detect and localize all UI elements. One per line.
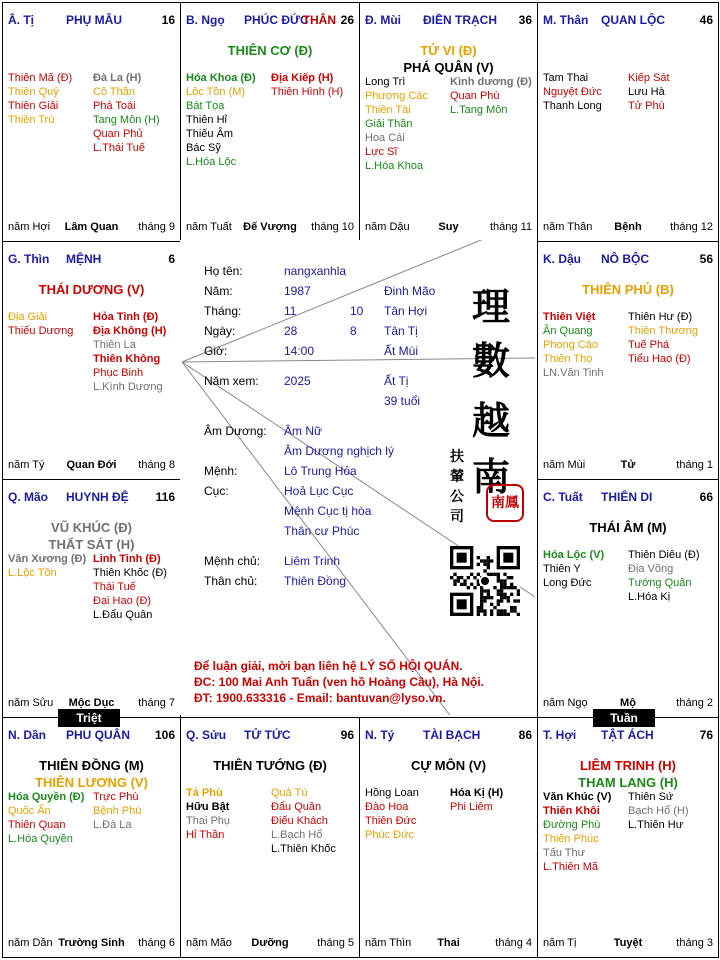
footer-year: năm Tuất xyxy=(186,221,232,233)
small-calligraphy-char: 扶 xyxy=(450,449,464,465)
label-than-chu: Thân chủ: xyxy=(204,574,258,588)
footer-stage: Mộ xyxy=(620,697,636,709)
minor-stars-right xyxy=(93,552,167,622)
label-day: Ngày: xyxy=(204,324,236,338)
palace-cell-mui xyxy=(359,2,538,242)
major-star: THIÊN PHỦ (B) xyxy=(582,282,674,297)
minor-stars-left xyxy=(8,71,72,127)
label-year: Năm: xyxy=(204,284,233,298)
value-day-can: Tân Tị xyxy=(384,324,418,338)
palace-age-number: 76 xyxy=(699,728,713,742)
minor-stars-right xyxy=(628,310,698,366)
palace-footer xyxy=(186,937,354,951)
minor-stars-right xyxy=(271,71,343,99)
minor-star: Địa Giải xyxy=(8,311,48,323)
minor-star: L.Bạch Hổ xyxy=(271,829,323,841)
footer-stage: Dưỡng xyxy=(251,937,289,949)
footer-year: năm Mão xyxy=(186,937,232,949)
minor-star: Bạch Hổ (H) xyxy=(628,805,689,817)
value-month: 11 xyxy=(284,304,297,318)
minor-star: Đại Hao (Đ) xyxy=(93,595,152,607)
palace-age-number: 26 xyxy=(340,13,354,27)
major-star: THIÊN TƯỚNG (Đ) xyxy=(213,758,327,773)
tuan-badge: Tuần xyxy=(593,709,655,727)
palace-footer xyxy=(543,221,713,235)
minor-star: Thiên Hư (Đ) xyxy=(628,311,693,323)
minor-star: Long Trì xyxy=(365,76,406,88)
minor-stars-left xyxy=(8,552,86,580)
major-star: PHÁ QUÂN (V) xyxy=(403,60,494,75)
footer-month: tháng 6 xyxy=(138,937,175,949)
red-seal-stamp: 南鳳 xyxy=(486,484,524,522)
minor-star: Thai Phụ xyxy=(186,815,231,827)
palace-header xyxy=(8,490,175,506)
than-marker: THÂN xyxy=(302,13,336,27)
minor-star: Long Đức xyxy=(543,577,592,589)
value-day-lunar: 8 xyxy=(350,324,357,338)
minor-stars-right xyxy=(93,310,166,394)
footer-stage: Suy xyxy=(438,221,459,233)
palace-footer xyxy=(365,221,532,235)
palace-footer xyxy=(8,937,175,951)
minor-star: Thiếu Âm xyxy=(186,128,234,140)
footer-month: tháng 5 xyxy=(317,937,354,949)
palace-footer xyxy=(8,221,175,235)
value-year-can: Đinh Mão xyxy=(384,284,436,298)
minor-star: Văn Khúc (V) xyxy=(543,791,612,803)
footer-year: năm Sửu xyxy=(8,697,54,709)
minor-star: Hóa Lộc (V) xyxy=(543,549,605,561)
minor-star: Hồng Loan xyxy=(365,787,419,799)
label-month: Tháng: xyxy=(204,304,242,318)
value-than-chu: Thiên Đồng xyxy=(284,574,347,588)
minor-star: Thiên Tài xyxy=(365,104,411,116)
minor-stars-left xyxy=(8,790,84,846)
minor-star: Tấu Thư xyxy=(543,847,586,859)
minor-star: Thiên Không xyxy=(93,353,161,365)
minor-star: Thiên Khốc (Đ) xyxy=(93,567,167,579)
minor-star: Thiên Phúc xyxy=(543,833,599,845)
palace-age-number: 16 xyxy=(161,13,175,27)
palace-age-number: 86 xyxy=(518,728,532,742)
major-star: THÁI ÂM (M) xyxy=(589,520,667,535)
palace-header xyxy=(186,728,354,744)
footer-stage: Quan Đới xyxy=(66,459,117,471)
minor-stars-left xyxy=(543,71,602,113)
minor-star: Quan Phủ xyxy=(93,128,143,140)
minor-star: L.Thái Tuế xyxy=(93,142,145,154)
label-view-year: Năm xem: xyxy=(204,374,259,388)
minor-star: Thiên Hình (H) xyxy=(271,86,344,98)
palace-footer xyxy=(365,937,532,951)
major-star: LIÊM TRINH (H) xyxy=(579,758,677,773)
minor-star: Địa Kiếp (H) xyxy=(271,72,334,84)
minor-star: Bát Tọa xyxy=(186,100,225,112)
value-hour-can: Ất Mùi xyxy=(384,344,419,358)
palace-footer xyxy=(186,221,354,235)
major-star: THIÊN ĐỒNG (M) xyxy=(39,758,144,773)
minor-star: Lưu Hà xyxy=(628,86,665,98)
footer-stage: Lâm Quan xyxy=(64,221,119,233)
value-hour: 14:00 xyxy=(284,344,315,358)
palace-branch: N. Dần xyxy=(8,728,47,742)
value-year: 1987 xyxy=(284,284,311,298)
calligraphy-char: 南 xyxy=(472,454,511,499)
label-amduong: Âm Dương: xyxy=(204,424,267,438)
footer-year: năm Ngọ xyxy=(543,697,588,709)
minor-star: Lực Sĩ xyxy=(365,146,398,158)
palace-branch: G. Thìn xyxy=(8,252,50,266)
minor-star: Cô Thần xyxy=(93,86,135,98)
palace-name: PHỤ MẪU xyxy=(66,13,122,27)
minor-star: Tang Môn (H) xyxy=(93,114,160,126)
palace-footer xyxy=(8,459,175,473)
minor-star: Hữu Bật xyxy=(186,801,230,813)
footer-stage: Bệnh xyxy=(614,221,642,233)
palace-cell-ty2 xyxy=(359,717,538,958)
minor-star: Tả Phù xyxy=(186,787,223,799)
minor-star: Tướng Quân xyxy=(628,577,692,589)
footer-year: năm Thân xyxy=(543,221,593,233)
major-star: THAM LANG (H) xyxy=(578,775,678,790)
footer-month: tháng 3 xyxy=(676,937,713,949)
minor-star: Hóa Quyền (Đ) xyxy=(8,791,85,803)
minor-star: Thiên Quan xyxy=(8,819,66,831)
calligraphy-char: 越 xyxy=(472,398,511,443)
minor-star: Địa Võng xyxy=(628,563,674,575)
palace-name: MỆNH xyxy=(66,252,102,266)
minor-stars-right xyxy=(450,786,503,814)
palace-name: PHÚC ĐỨC xyxy=(244,13,309,27)
minor-star: Địa Không (H) xyxy=(93,325,167,337)
minor-star: Lộc Tồn (M) xyxy=(186,86,246,98)
minor-stars-right xyxy=(93,790,141,832)
value-day: 28 xyxy=(284,324,298,338)
label-cuc: Cục: xyxy=(204,484,229,498)
palace-name: THIÊN DI xyxy=(601,490,653,504)
value-cuc-3: Thân cư Phúc xyxy=(284,524,360,538)
minor-star: Thiên Hỉ xyxy=(186,114,227,126)
minor-stars-left xyxy=(186,71,256,169)
major-star: CỰ MÔN (V) xyxy=(410,758,487,773)
small-calligraphy-char: 司 xyxy=(450,509,464,525)
minor-star: Đà La (H) xyxy=(93,72,142,84)
footer-month: tháng 7 xyxy=(138,697,175,709)
minor-star: Đẩu Quân xyxy=(271,801,322,813)
palace-branch: Â. Tị xyxy=(8,13,34,27)
minor-star: Kình dương (Đ) xyxy=(450,76,532,88)
label-menh-chu: Mệnh chủ: xyxy=(204,554,261,568)
value-view-year: 2025 xyxy=(284,374,311,388)
minor-star: L.Hóa Khoa xyxy=(365,160,424,172)
minor-star: Phục Binh xyxy=(93,367,144,379)
minor-stars-left xyxy=(186,786,230,842)
minor-star: Thiên Đức xyxy=(365,815,417,827)
footer-stage: Mộc Dục xyxy=(68,697,115,709)
major-star: THẤT SÁT (H) xyxy=(48,537,135,552)
footer-month: tháng 1 xyxy=(676,459,713,471)
palace-name: TẬT ÁCH xyxy=(601,728,654,742)
palace-name: QUAN LỘC xyxy=(601,13,665,27)
minor-star: Bệnh Phù xyxy=(93,805,142,817)
minor-star: Thiếu Dương xyxy=(8,325,74,337)
palace-footer xyxy=(543,937,713,951)
minor-star: LN.Văn Tinh xyxy=(543,367,604,379)
minor-star: Thiên Giải xyxy=(8,100,59,112)
palace-header xyxy=(365,728,532,744)
minor-star: Phá Toái xyxy=(93,100,136,112)
palace-header xyxy=(543,252,713,268)
major-star: THIÊN LƯƠNG (V) xyxy=(35,775,148,790)
calligraphy-char: 理 xyxy=(472,284,511,329)
minor-star: Thiên Việt xyxy=(543,311,596,323)
minor-star: Hoa Cái xyxy=(365,132,405,144)
minor-star: Tuế Phá xyxy=(628,339,670,351)
palace-cell-dan xyxy=(2,717,181,958)
palace-header xyxy=(543,13,713,29)
minor-star: Hóa Khoa (Đ) xyxy=(186,72,256,84)
value-menh-chu: Liêm Trinh xyxy=(284,554,341,568)
minor-star: Thiên Khôi xyxy=(543,805,600,817)
palace-age-number: 6 xyxy=(168,252,175,266)
minor-star: Tam Thai xyxy=(543,72,589,84)
minor-stars-right xyxy=(628,790,689,832)
minor-stars-left xyxy=(8,310,73,338)
minor-star: Linh Tinh (Đ) xyxy=(93,553,161,565)
palace-header xyxy=(8,13,175,29)
minor-star: L.Tang Môn xyxy=(450,104,508,116)
minor-star: Phúc Đức xyxy=(365,829,414,841)
palace-name: TỬ TỨC xyxy=(244,728,291,742)
value-name: nangxanhla xyxy=(284,264,347,278)
value-month-can: Tân Hợi xyxy=(384,304,428,318)
minor-star: Hỏa Tinh (Đ) xyxy=(93,311,159,323)
footer-stage: Tử xyxy=(620,459,636,471)
minor-star: Quan Phù xyxy=(450,90,500,102)
footer-year: năm Dậu xyxy=(365,221,410,233)
footer-year: năm Tị xyxy=(543,937,577,949)
minor-star: Tiểu Hao (Đ) xyxy=(628,353,691,365)
minor-star: Thiên Mã (Đ) xyxy=(8,72,73,84)
value-age: 39 tuổi xyxy=(384,394,421,408)
minor-stars-left xyxy=(543,310,604,380)
minor-star: Đào Hoa xyxy=(365,801,409,813)
minor-star: L.Hóa Kị xyxy=(628,591,671,603)
major-star: TỬ VI (Đ) xyxy=(420,43,477,58)
minor-star: Tử Phù xyxy=(628,100,665,112)
palace-age-number: 46 xyxy=(699,13,713,27)
palace-branch: C. Tuất xyxy=(543,490,583,504)
footer-stage: Đế Vượng xyxy=(243,221,297,233)
minor-star: Văn Xương (Đ) xyxy=(8,553,87,565)
palace-cell-tuat xyxy=(537,479,719,718)
minor-stars-left xyxy=(365,75,428,173)
small-calligraphy-char: 公 xyxy=(450,489,464,505)
palace-age-number: 116 xyxy=(155,490,175,504)
label-name: Họ tên: xyxy=(204,264,243,278)
palace-branch: Q. Mão xyxy=(8,490,49,504)
major-star: THÁI DƯƠNG (V) xyxy=(38,282,145,297)
minor-stars-left xyxy=(543,790,611,874)
minor-star: Giải Thần xyxy=(365,118,413,130)
palace-header xyxy=(365,13,532,29)
minor-star: L.Kình Dương xyxy=(93,381,163,393)
footer-month: tháng 8 xyxy=(138,459,175,471)
minor-star: Đường Phù xyxy=(543,819,601,831)
palace-branch: Q. Sửu xyxy=(186,728,227,742)
value-menh: Lô Trung Hỏa xyxy=(284,464,357,478)
minor-star: L.Lộc Tồn xyxy=(8,567,57,579)
palace-cell-ty xyxy=(2,2,181,242)
footer-month: tháng 11 xyxy=(489,221,532,233)
calligraphy-char: 數 xyxy=(472,338,511,383)
major-star: THIÊN CƠ (Đ) xyxy=(227,43,313,58)
minor-star: Ân Quang xyxy=(543,325,593,337)
footer-year: năm Mùi xyxy=(543,459,586,471)
palace-branch: K. Dậu xyxy=(543,252,582,266)
palace-age-number: 96 xyxy=(340,728,354,742)
palace-name: PHU QUÂN xyxy=(66,728,131,742)
palace-age-number: 106 xyxy=(154,728,175,742)
minor-star: Kiếp Sát xyxy=(628,72,670,84)
palace-name: ĐIỀN TRẠCH xyxy=(423,13,497,27)
palace-name: NÔ BỘC xyxy=(601,252,649,266)
palace-age-number: 56 xyxy=(699,252,713,266)
value-amduong: Âm Nữ xyxy=(284,424,323,438)
minor-star: Phi Liêm xyxy=(450,801,493,813)
footer-month: tháng 4 xyxy=(495,937,532,949)
palace-branch: Đ. Mùi xyxy=(365,13,401,27)
minor-stars-right xyxy=(628,71,670,113)
minor-star: L.Đà La xyxy=(93,819,132,831)
minor-stars-left xyxy=(365,786,419,842)
minor-star: Phượng Các xyxy=(365,90,428,102)
palace-age-number: 66 xyxy=(699,490,713,504)
value-month-lunar: 10 xyxy=(350,304,364,318)
footer-stage: Trường Sinh xyxy=(58,937,125,949)
palace-name: TÀI BẠCH xyxy=(423,728,481,742)
minor-star: Quốc Ấn xyxy=(8,805,51,817)
palace-cell-suu xyxy=(180,717,360,958)
minor-star: Thiên Y xyxy=(543,563,581,575)
small-calligraphy-char: 輦 xyxy=(450,469,464,485)
minor-star: L.Đẩu Quân xyxy=(93,609,153,621)
minor-star: Điếu Khách xyxy=(271,815,328,827)
value-cuc-2: Mệnh Cục tị hòa xyxy=(284,504,372,518)
footer-stage: Tuyệt xyxy=(613,937,643,949)
footer-month: tháng 10 xyxy=(311,221,354,233)
minor-star: L.Thiên Khốc xyxy=(271,843,336,855)
minor-star: Thiên Thương xyxy=(628,325,699,337)
minor-star: Phong Cáo xyxy=(543,339,599,351)
contact-line-1: Để luận giải, mời bạn liên hệ LÝ SỐ HỘI QUÁN. xyxy=(194,659,463,673)
footer-year: năm Hợi xyxy=(8,221,51,233)
minor-star: Trực Phù xyxy=(93,791,139,803)
minor-star: Thiên Quý xyxy=(8,86,59,98)
minor-stars-right xyxy=(450,75,532,117)
minor-star: Thiên Trù xyxy=(8,114,55,126)
minor-stars-left xyxy=(543,548,604,590)
contact-line-2: ĐC: 100 Mai Anh Tuấn (ven hồ Hoàng Cầu), Hà Nội. xyxy=(194,675,485,689)
minor-star: Thiên Thọ xyxy=(543,353,593,365)
palace-header xyxy=(8,252,175,268)
label-hour: Giờ: xyxy=(204,344,228,358)
center-info-panel xyxy=(180,240,537,715)
palace-header xyxy=(543,728,713,744)
minor-star: Quả Tú xyxy=(271,787,308,799)
palace-cell-mao xyxy=(2,479,181,718)
minor-star: L.Thiên Mã xyxy=(543,861,599,873)
minor-star: Thái Tuế xyxy=(93,581,136,593)
minor-stars-right xyxy=(93,71,160,155)
minor-star: L.Thiên Hư xyxy=(628,819,684,831)
footer-year: năm Thìn xyxy=(365,937,412,949)
palace-cell-than xyxy=(537,2,719,242)
palace-name: HUYNH ĐỆ xyxy=(66,490,129,504)
value-cuc: Hoả Lục Cục xyxy=(284,484,354,498)
triet-badge: Triệt xyxy=(58,709,120,727)
minor-star: Thiên Sứ xyxy=(628,791,674,803)
minor-stars-right xyxy=(271,786,336,856)
qr-code[interactable] xyxy=(450,546,520,616)
footer-year: năm Tý xyxy=(8,459,45,471)
minor-star: L.Hóa Lộc xyxy=(186,156,237,168)
value-view-can: Ất Tị xyxy=(384,374,409,388)
palace-header xyxy=(543,490,713,506)
footer-month: tháng 9 xyxy=(138,221,175,233)
palace-branch: N. Tý xyxy=(365,728,395,742)
palace-footer xyxy=(543,459,713,473)
palace-cell-dau xyxy=(537,241,719,480)
minor-star: Thiên La xyxy=(93,339,136,351)
minor-star: Nguyệt Đức xyxy=(543,86,602,98)
minor-star: Hóa Kị (H) xyxy=(450,787,504,799)
label-menh: Mệnh: xyxy=(204,464,238,478)
palace-header xyxy=(8,728,175,744)
footer-stage: Thai xyxy=(437,937,460,949)
palace-header xyxy=(186,13,354,29)
minor-star: Thiên Diêu (Đ) xyxy=(628,549,700,561)
minor-star: L.Hóa Quyền xyxy=(8,833,73,845)
major-star: VŨ KHÚC (Đ) xyxy=(51,520,132,535)
palace-cell-thin xyxy=(2,241,181,480)
minor-star: Thanh Long xyxy=(543,100,602,112)
value-amduong-2: Âm Dương nghịch lý xyxy=(284,444,394,458)
palace-branch: M. Thân xyxy=(543,13,589,27)
palace-branch: T. Hợi xyxy=(543,728,577,742)
footer-month: tháng 12 xyxy=(670,221,713,233)
palace-branch: B. Ngọ xyxy=(186,13,225,27)
minor-star: Bác Sỹ xyxy=(186,142,221,154)
palace-age-number: 36 xyxy=(518,13,532,27)
contact-line-3: ĐT: 1900.633316 - Email: bantuvan@lyso.vn. xyxy=(194,691,446,705)
palace-cell-hoi xyxy=(537,717,719,958)
footer-year: năm Dần xyxy=(8,937,53,949)
minor-star: Hỉ Thần xyxy=(186,829,225,841)
footer-month: tháng 2 xyxy=(676,697,713,709)
minor-stars-right xyxy=(628,548,700,604)
palace-cell-ngo xyxy=(180,2,360,242)
